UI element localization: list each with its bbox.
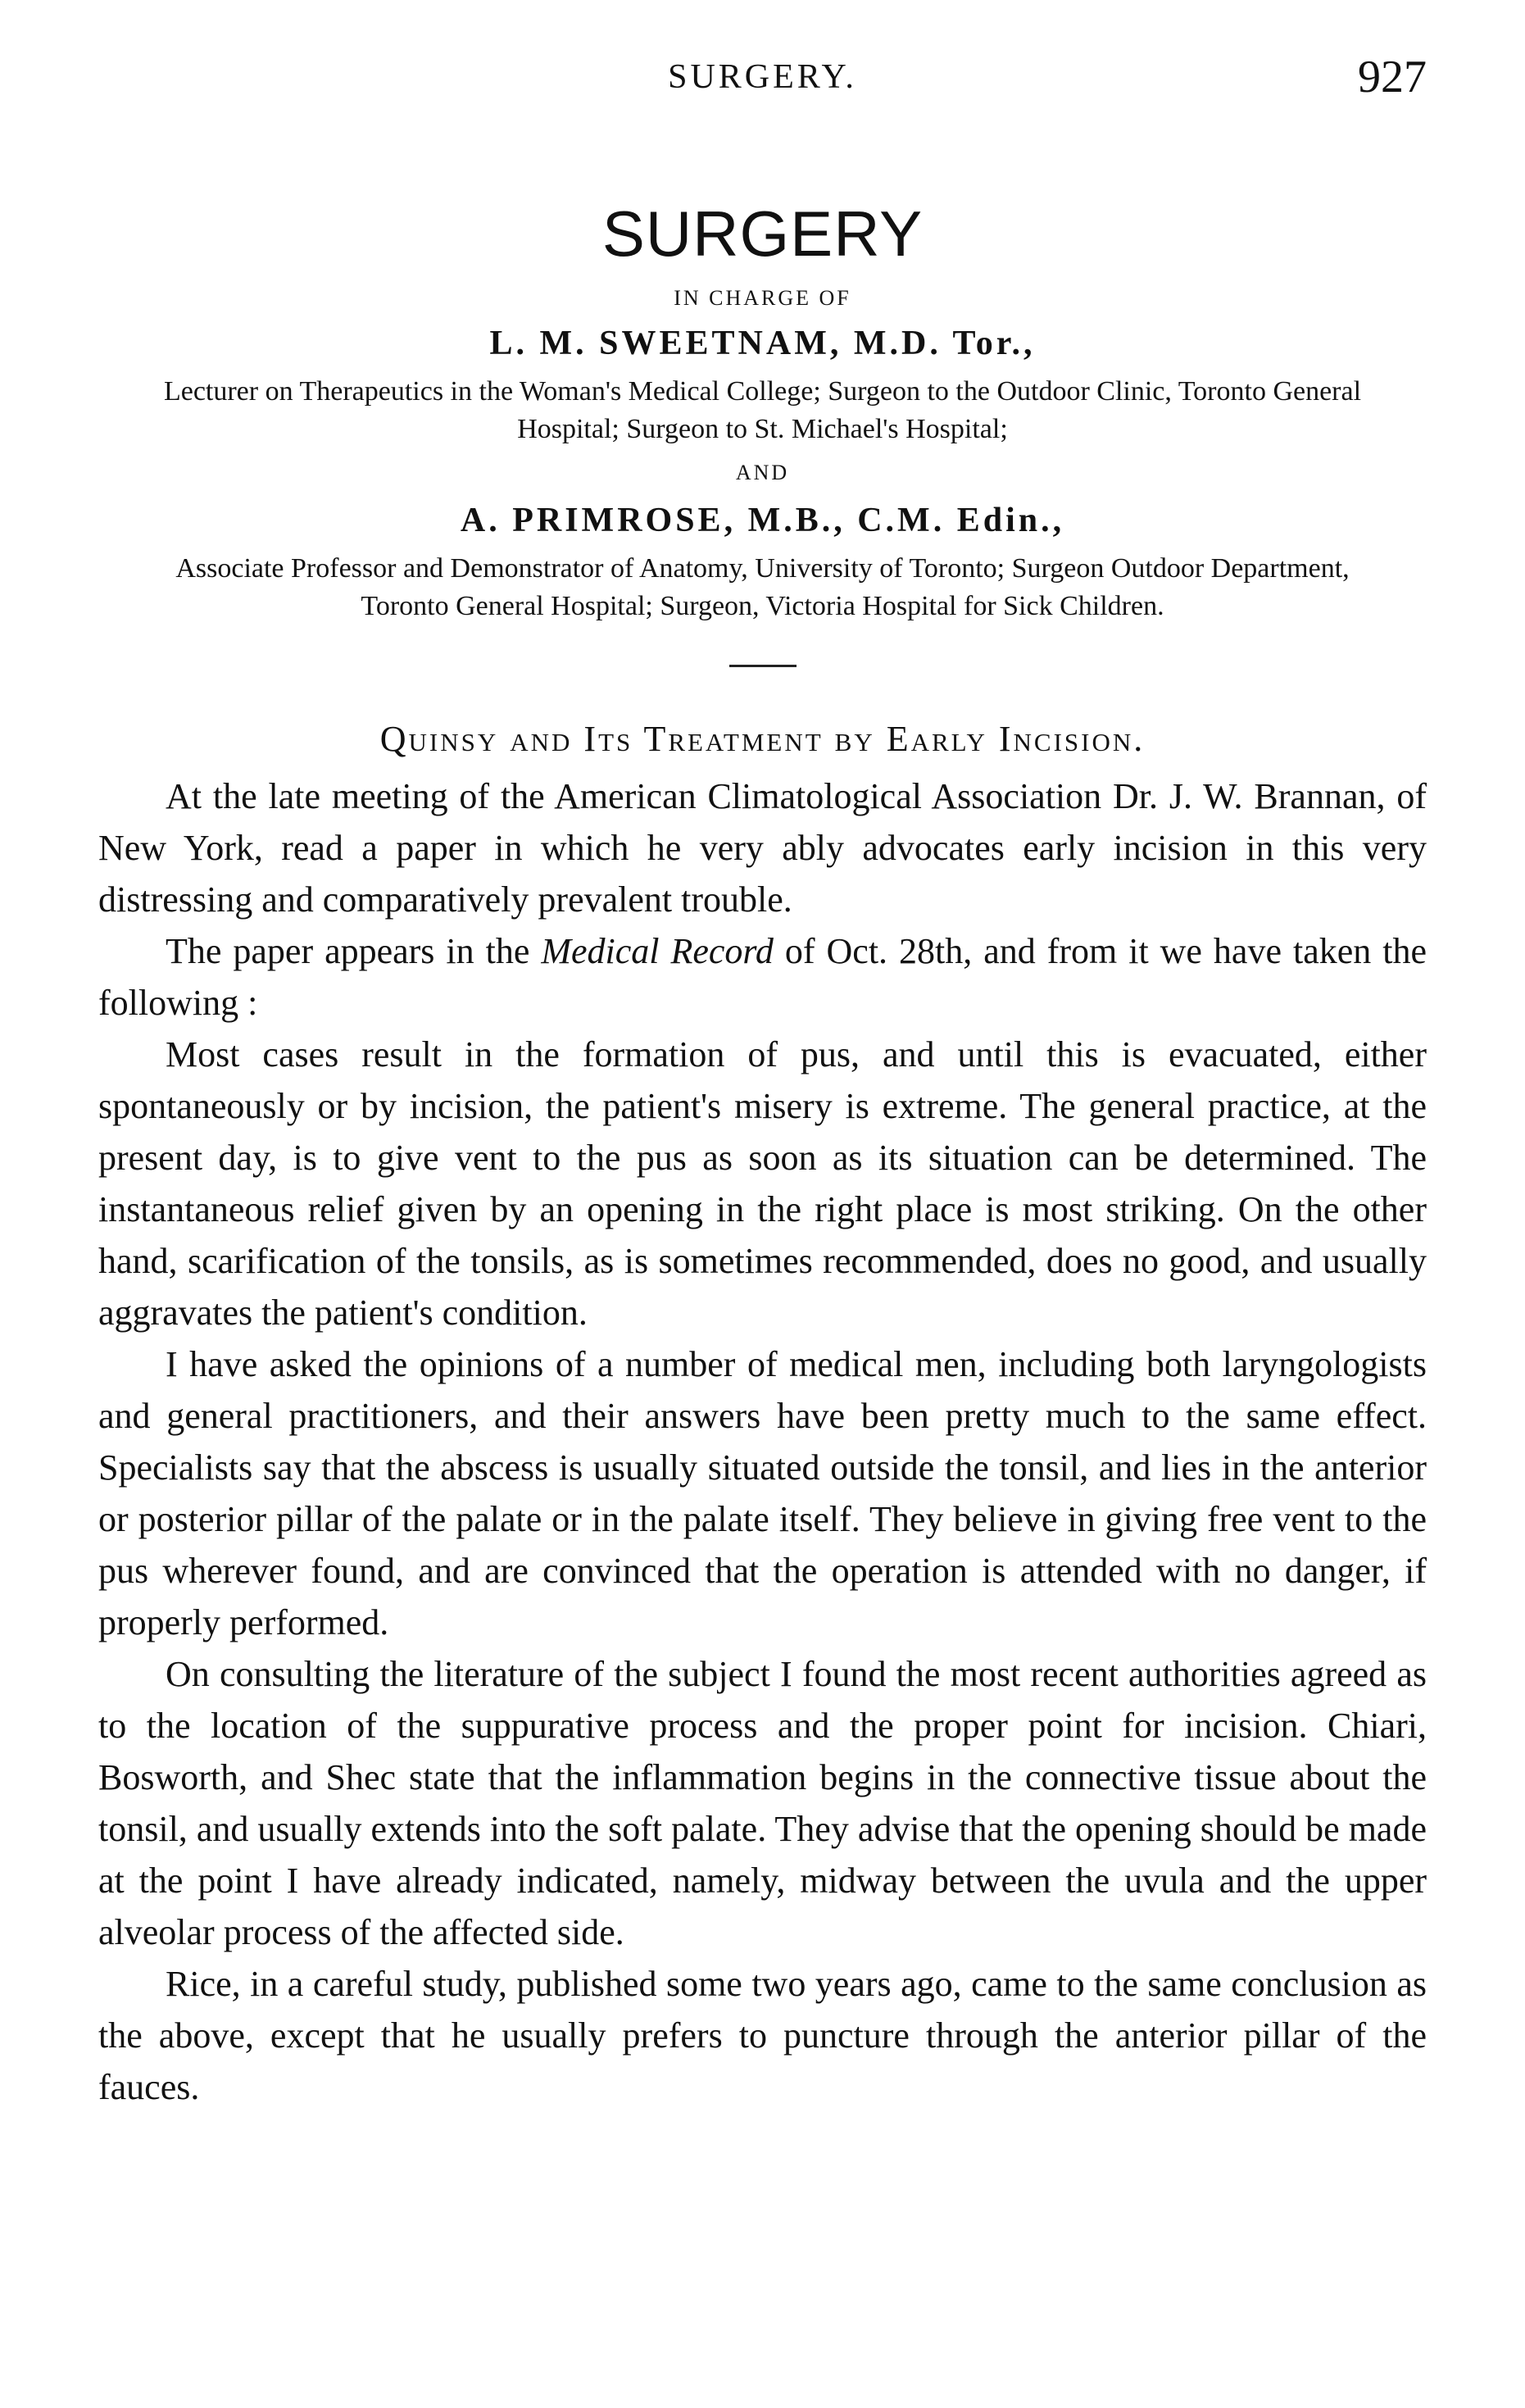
paragraph-1: At the late meeting of the American Climatological Association Dr. J. W. Brannan, of New York, read a paper in which he very ably advocates early incision in this very distressing and comparatively prevalent trouble. (98, 776, 1427, 920)
running-title: SURGERY. (668, 58, 857, 96)
article-title: Quinsy and Its Treatment by Early Incision. (379, 719, 1146, 759)
and-label: AND (735, 461, 790, 484)
section-header (98, 193, 1427, 764)
paragraph-2 (98, 925, 1427, 1029)
paragraph-2-after: of Oct. 28th, and from it we have taken the following : (98, 931, 1427, 1023)
paragraph-5: On consulting the literature of the subject I found the most recent authorities agreed as to the location of the suppurative process and the proper point for incision. Chiari, Bosworth, and Shec state that the inflammation begins in the connective tissue about the tonsil, and usually extends into the soft palate. They advise that the opening should be made at the point I have already indicated, namely, midway between the uvula and the upper alveolar process of the affected side. (98, 1654, 1427, 1952)
author-credentials-primrose: Associate Professor and Demonstrator of Anatomy, University of Toronto; Surgeon Outdoor Department, Toronto General Hospital; Surgeon, Victoria Hospital for Sick Children. (175, 553, 1350, 621)
journal-title: Medical Record (541, 931, 774, 971)
paragraph-3: Most cases result in the formation of pus, and until this is evacuated, either spontaneously or by incision, the patient's misery is extreme. The general practice, at the present day, is to give vent to the pus as soon as its situation can be determined. The instantaneous relief given by an opening in the right place is most striking. On the other hand, scarification of the tonsils, as is sometimes recommended, does no good, and usually aggravates the patient's condition. (98, 1034, 1427, 1333)
section-divider (729, 665, 797, 667)
paragraph-2-before: The paper appears in the (166, 931, 542, 971)
paragraph-6: Rice, in a careful study, published some two years ago, came to the same conclusion as the above, except that he usually prefers to puncture through the anterior pillar of the fauces. (98, 1964, 1427, 2107)
author-name-primrose: A. PRIMROSE, M.B., C.M. Edin., (460, 502, 1065, 539)
article-body (98, 770, 1427, 2113)
section-title: SURGERY (601, 198, 924, 270)
author-name-sweetnam: L. M. SWEETNAM, M.D. Tor., (489, 325, 1036, 362)
in-charge-label: IN CHARGE OF (674, 286, 851, 310)
author-credentials-sweetnam: Lecturer on Therapeutics in the Woman's Medical College; Surgeon to the Outdoor Clinic, Toronto General Hospital; Surgeon to St. Michael's Hospital; (163, 376, 1362, 444)
page-number: 927 (1358, 52, 1427, 102)
paragraph-4: I have asked the opinions of a number of medical men, including both laryngologists and general practitioners, and their answers have been pretty much to the same effect. Specialists say that the abscess is usually situated outside the tonsil, and lies in the anterior or posterior pillar of the palate or in the palate itself. They believe in giving free vent to the pus wherever found, and are convinced that the operation is attended with no danger, if properly performed. (98, 1344, 1427, 1642)
running-head (0, 48, 1525, 113)
